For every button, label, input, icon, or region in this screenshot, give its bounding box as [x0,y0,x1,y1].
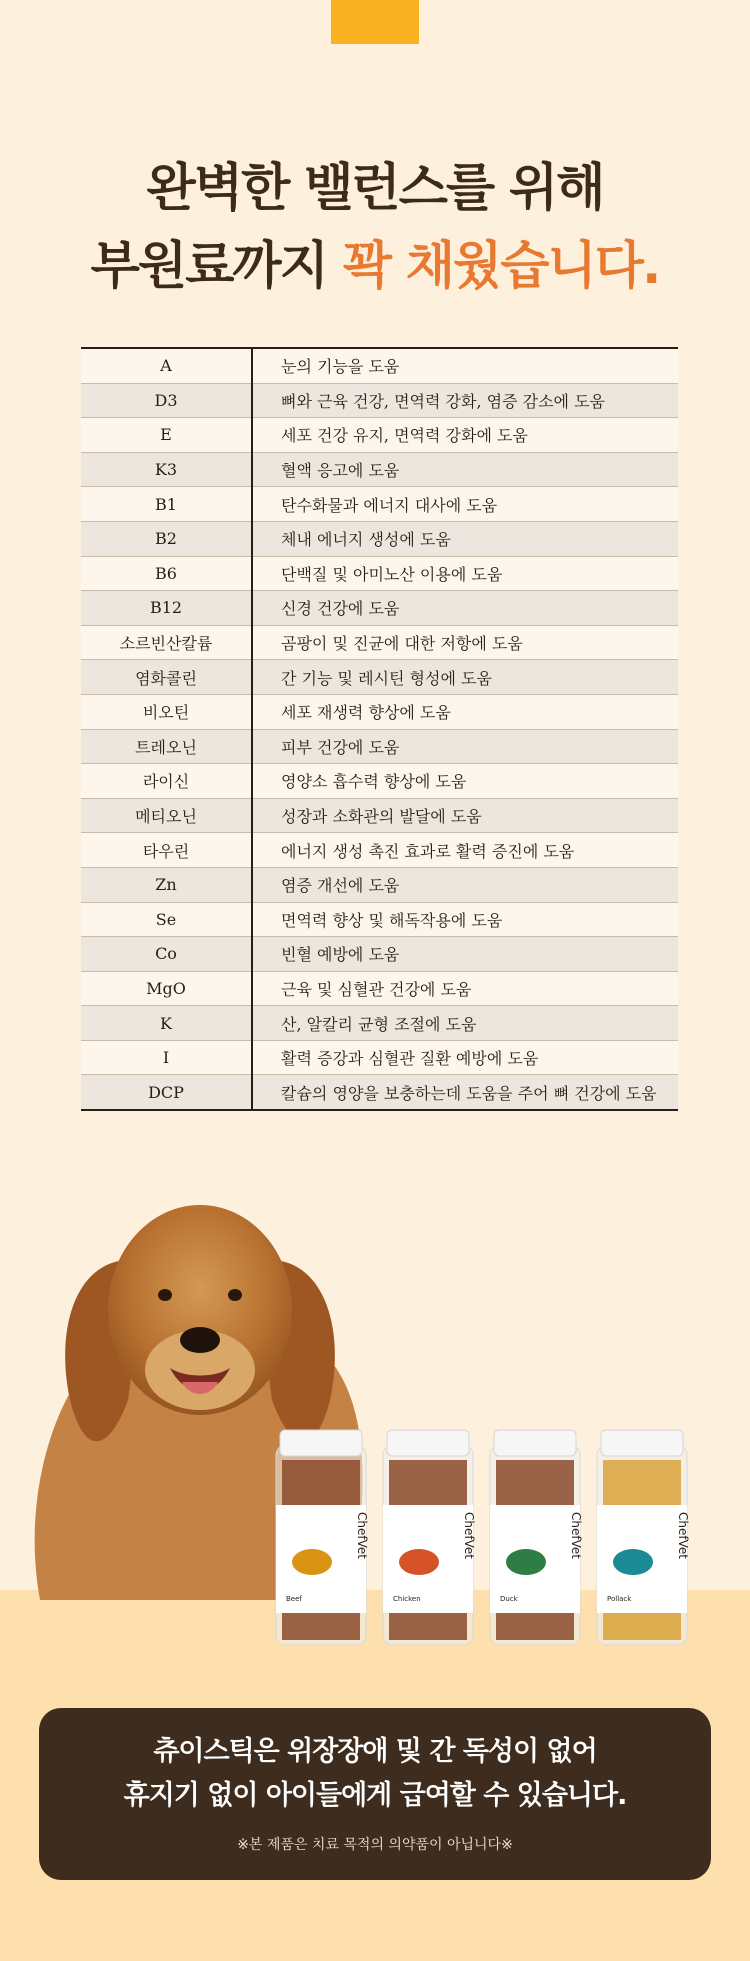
product-jar-duck [490,1430,583,1645]
table-row [81,971,678,1006]
nutrient-name: I [81,1040,252,1075]
table-row [81,591,678,626]
nutrient-benefit: 세포 재생력 향상에 도움 [252,694,678,729]
product-jars [276,1430,690,1645]
nutrient-name: Zn [81,867,252,902]
nutrient-benefit: 눈의 기능을 도움 [252,348,678,383]
nutrient-benefit: 혈액 응고에 도움 [252,452,678,487]
nutrient-name: 소르빈산칼륨 [81,625,252,660]
jar-brand-label: ChefVet [355,1512,369,1559]
table-row [81,660,678,695]
bottom-line1: 츄이스틱은 위장장애 및 간 독성이 없어 [153,1736,597,1767]
jar-lid [601,1430,683,1456]
table-row [81,1006,678,1041]
jar-lid [494,1430,576,1456]
nutrient-name: 트레오닌 [81,729,252,764]
table-row [81,383,678,418]
nutrient-benefit: 염증 개선에 도움 [252,867,678,902]
nutrient-name: K3 [81,452,252,487]
table-row [81,764,678,799]
jar-flavor-label: Beef [286,1595,302,1603]
headline-line2 [0,228,750,306]
nutrient-table [81,347,678,1111]
table-row [81,694,678,729]
jar-flavor-label: Chicken [393,1595,421,1603]
table-row [81,418,678,453]
headline [0,150,750,306]
jar-flavor-label: Pollack [607,1595,632,1603]
animal-silhouette-icon [506,1549,546,1575]
table-row [81,1075,678,1110]
jar-lid [387,1430,469,1456]
headline-line2-accent: 꽉 채웠습니다. [342,237,660,296]
product-jar-chicken [383,1430,476,1645]
nutrient-benefit: 뼈와 근육 건강, 면역력 강화, 염증 감소에 도움 [252,383,678,418]
table-row [81,833,678,868]
table-row [81,902,678,937]
nutrient-benefit: 에너지 생성 촉진 효과로 활력 증진에 도움 [252,833,678,868]
nutrient-name: D3 [81,383,252,418]
bottom-notice-box [39,1708,711,1880]
jar-flavor-label: Duck [500,1595,518,1603]
nutrient-benefit: 칼슘의 영양을 보충하는데 도움을 주어 뼈 건강에 도움 [252,1075,678,1110]
headline-line1: 완벽한 밸런스를 위해 [146,159,604,218]
dog-and-products-photo [0,1160,750,1680]
table-row [81,452,678,487]
animal-silhouette-icon [613,1549,653,1575]
nutrient-name: E [81,418,252,453]
table-row [81,556,678,591]
nutrient-benefit: 성장과 소화관의 발달에 도움 [252,798,678,833]
table-row [81,1040,678,1075]
nutrient-benefit: 피부 건강에 도움 [252,729,678,764]
nutrient-name: Co [81,937,252,972]
nutrient-name: 염화콜린 [81,660,252,695]
nutrient-name: DCP [81,1075,252,1110]
table-row [81,729,678,764]
table-row [81,625,678,660]
headline-line2-prefix: 부원료까지 [90,237,327,296]
nutrient-name: Se [81,902,252,937]
jar-lid [280,1430,362,1456]
table-row [81,521,678,556]
jar-brand-label: ChefVet [569,1512,583,1559]
nutrient-benefit: 면역력 향상 및 해독작용에 도움 [252,902,678,937]
nutrient-name: 라이신 [81,764,252,799]
nutrient-name: B2 [81,521,252,556]
nutrient-benefit: 간 기능 및 레시틴 형성에 도움 [252,660,678,695]
nutrient-benefit: 탄수화물과 에너지 대사에 도움 [252,487,678,522]
nutrient-benefit: 근육 및 심혈관 건강에 도움 [252,971,678,1006]
nutrient-benefit: 세포 건강 유지, 면역력 강화에 도움 [252,418,678,453]
table-row [81,937,678,972]
bottom-line2: 휴지기 없이 아이들에게 급여할 수 있습니다. [123,1780,627,1811]
nutrient-benefit: 활력 증강과 심혈관 질환 예방에 도움 [252,1040,678,1075]
nutrient-benefit: 체내 에너지 생성에 도움 [252,521,678,556]
nutrient-benefit: 단백질 및 아미노산 이용에 도움 [252,556,678,591]
nutrient-name: B6 [81,556,252,591]
product-jar-beef [276,1430,369,1645]
nutrient-name: K [81,1006,252,1041]
product-jar-pollack [597,1430,690,1645]
nutrient-benefit: 곰팡이 및 진균에 대한 저항에 도움 [252,625,678,660]
nutrient-name: 비오틴 [81,694,252,729]
nutrient-name: MgO [81,971,252,1006]
table-row [81,798,678,833]
nutrient-benefit: 산, 알칼리 균형 조절에 도움 [252,1006,678,1041]
jar-brand-label: ChefVet [462,1512,476,1559]
top-accent-tab [331,0,419,44]
nutrient-benefit: 영양소 흡수력 향상에 도움 [252,764,678,799]
nutrient-name: 타우린 [81,833,252,868]
nutrient-name: B12 [81,591,252,626]
animal-silhouette-icon [399,1549,439,1575]
table-row [81,867,678,902]
table-row [81,487,678,522]
nutrient-benefit: 신경 건강에 도움 [252,591,678,626]
animal-silhouette-icon [292,1549,332,1575]
nutrient-name: A [81,348,252,383]
disclaimer-note: ※본 제품은 치료 목적의 의약품이 아닙니다※ [237,1837,513,1853]
table-row [81,348,678,383]
nutrient-name: B1 [81,487,252,522]
jar-brand-label: ChefVet [676,1512,690,1559]
nutrient-benefit: 빈혈 예방에 도움 [252,937,678,972]
nutrient-name: 메티오닌 [81,798,252,833]
